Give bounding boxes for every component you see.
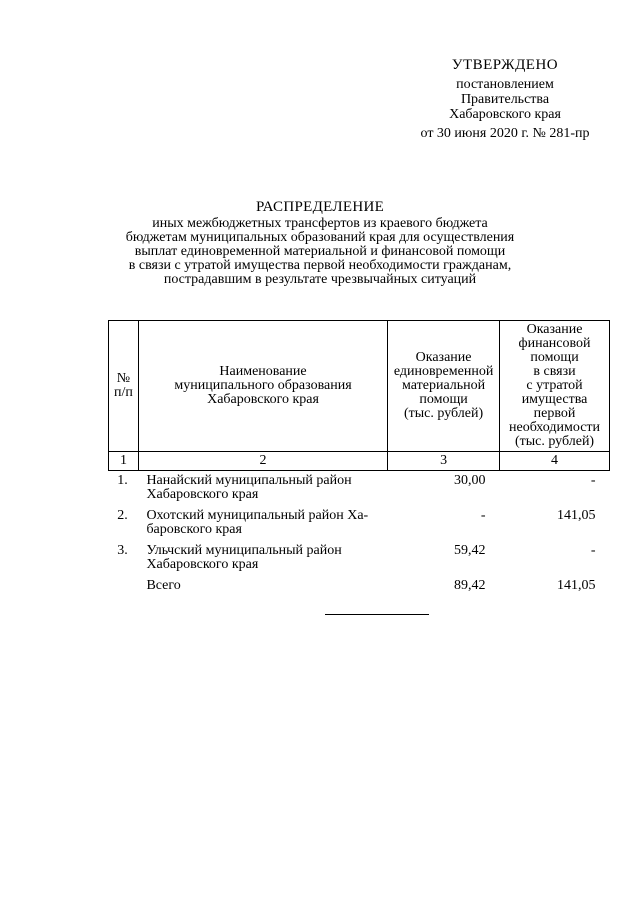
total-material-aid: 89,42	[454, 578, 486, 593]
header-number: № п/п	[109, 321, 139, 452]
column-number: 1	[109, 452, 139, 471]
total-financial-aid: 141,05	[557, 578, 596, 593]
heading-line-5: пострадавшим в результате чрезвычайных ситуаций	[163, 272, 477, 287]
document-title: РАСПРЕДЕЛЕНИЕ	[255, 199, 385, 215]
table-header-row	[109, 321, 610, 452]
end-of-document-line	[325, 614, 429, 615]
heading-line-4: в связи с утратой имущества первой необходимости гражданам,	[128, 258, 512, 273]
financial-aid-value: 141,05	[557, 508, 596, 523]
column-number: 3	[388, 452, 500, 471]
financial-aid-value: -	[590, 473, 596, 488]
approval-line-2: Правительства	[460, 92, 550, 107]
approval-line-1: постановлением	[456, 77, 554, 92]
header-financial-aid: Оказание финансовой помощи в связи с утратой имущества первой необходимости (тыс. рублей)	[500, 321, 610, 452]
approval-title: УТВЕРЖДЕНО	[451, 57, 559, 73]
municipality-name: Охотский муниципальный район Ха- баровского края	[146, 508, 369, 537]
financial-aid-value: -	[590, 543, 596, 558]
header-municipality: Наименование муниципального образования Хабаровского края	[138, 321, 387, 452]
row-number: 1.	[117, 473, 128, 488]
material-aid-value: 59,42	[454, 543, 486, 558]
table-total-row	[109, 576, 610, 597]
table-row	[109, 506, 610, 541]
column-number-row	[109, 452, 610, 471]
municipality-name: Нанайский муниципальный район Хабаровского края	[146, 473, 352, 502]
municipality-name: Ульчский муниципальный район Хабаровского края	[146, 543, 342, 572]
heading-line-2: бюджетам муниципальных образований края для осуществления	[125, 230, 515, 245]
column-number: 2	[138, 452, 387, 471]
approval-block	[400, 58, 610, 141]
material-aid-value: -	[480, 508, 486, 523]
document-heading	[120, 200, 520, 287]
heading-line-3: выплат единовременной материальной и финансовой помощи	[134, 244, 506, 259]
row-number: 2.	[117, 508, 128, 523]
approval-line-3: Хабаровского края	[449, 107, 561, 122]
table-row	[109, 471, 610, 507]
column-number: 4	[500, 452, 610, 471]
distribution-table	[108, 320, 610, 597]
header-material-aid: Оказание единовременной материальной помощи (тыс. рублей)	[388, 321, 500, 452]
approval-date: от 30 июня 2020 г. № 281-пр	[420, 126, 590, 141]
heading-line-1: иных межбюджетных трансфертов из краевого бюджета	[152, 216, 488, 231]
total-label: Всего	[146, 578, 181, 593]
row-number: 3.	[117, 543, 128, 558]
table-row	[109, 541, 610, 576]
material-aid-value: 30,00	[454, 473, 486, 488]
